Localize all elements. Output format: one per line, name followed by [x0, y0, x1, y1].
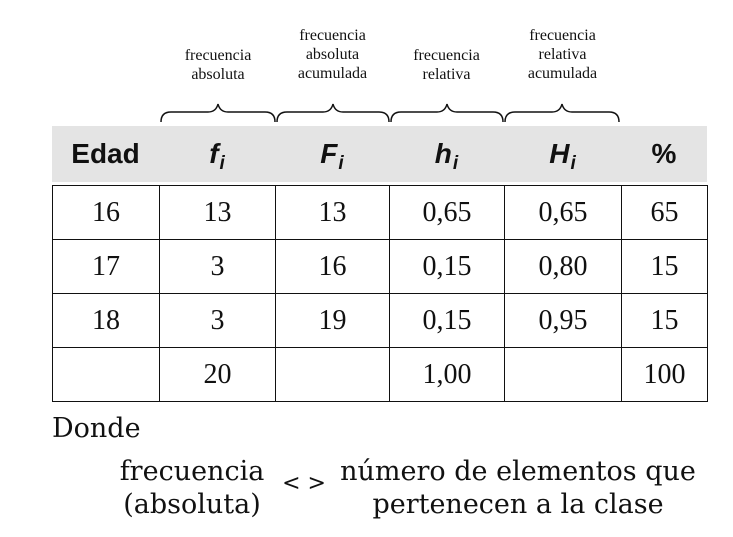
column-header-percent: %: [651, 138, 677, 169]
table-cell: 0,95: [505, 294, 622, 348]
note-definition: número de elementos que pertenecen a la clase: [340, 456, 696, 520]
table-cell: 19: [276, 294, 390, 348]
note-term: frecuencia (absoluta): [119, 456, 265, 520]
table-cell: [505, 348, 622, 402]
table-cell: 15: [622, 240, 708, 294]
table-cell: 0,65: [390, 186, 505, 240]
brace-h: [391, 104, 503, 122]
table-cell: 15: [622, 294, 708, 348]
table-row: [53, 240, 708, 294]
label-frecuencia-relativa: frecuencia relativa: [413, 47, 480, 83]
table-cell: 0,15: [390, 294, 505, 348]
table-cell: 18: [53, 294, 160, 348]
table-cell: [53, 348, 160, 402]
table-cell: 100: [622, 348, 708, 402]
label-braces: [0, 0, 733, 140]
label-frecuencia-absoluta: frecuencia absoluta: [184, 47, 252, 83]
table-row: [53, 186, 708, 240]
table-cell: 65: [622, 186, 708, 240]
table-row-totals: [53, 348, 708, 402]
equivalence-symbol: < >: [282, 471, 326, 496]
brace-H: [505, 104, 619, 122]
brace-f: [161, 104, 275, 122]
table-cell: 13: [276, 186, 390, 240]
column-header-edad: Edad: [71, 138, 140, 169]
frequency-table: [52, 185, 708, 402]
column-header-Fi: $F_i$: [320, 138, 344, 174]
column-header-hi: $h_i$: [434, 138, 459, 174]
table-cell: 16: [276, 240, 390, 294]
table-cell: 1,00: [390, 348, 505, 402]
table-cell: 20: [160, 348, 276, 402]
label-frecuencia-relativa-acumulada: frecuencia relativa acumulada: [527, 27, 598, 82]
label-frecuencia-absoluta-acumulada: frecuencia absoluta acumulada: [297, 27, 368, 82]
table-cell: 0,65: [505, 186, 622, 240]
table-cell: 16: [53, 186, 160, 240]
table-cell: 3: [160, 294, 276, 348]
table-cell: 13: [160, 186, 276, 240]
table-cell: 3: [160, 240, 276, 294]
table-cell: 0,15: [390, 240, 505, 294]
table-cell: 17: [53, 240, 160, 294]
table-cell: 0,80: [505, 240, 622, 294]
table-cell: [276, 348, 390, 402]
table-row: [53, 294, 708, 348]
column-header-fi: $f_i$: [209, 138, 225, 174]
brace-F: [277, 104, 389, 122]
note-intro: Donde: [52, 413, 141, 444]
column-header-Hi: $H_i$: [549, 138, 576, 174]
